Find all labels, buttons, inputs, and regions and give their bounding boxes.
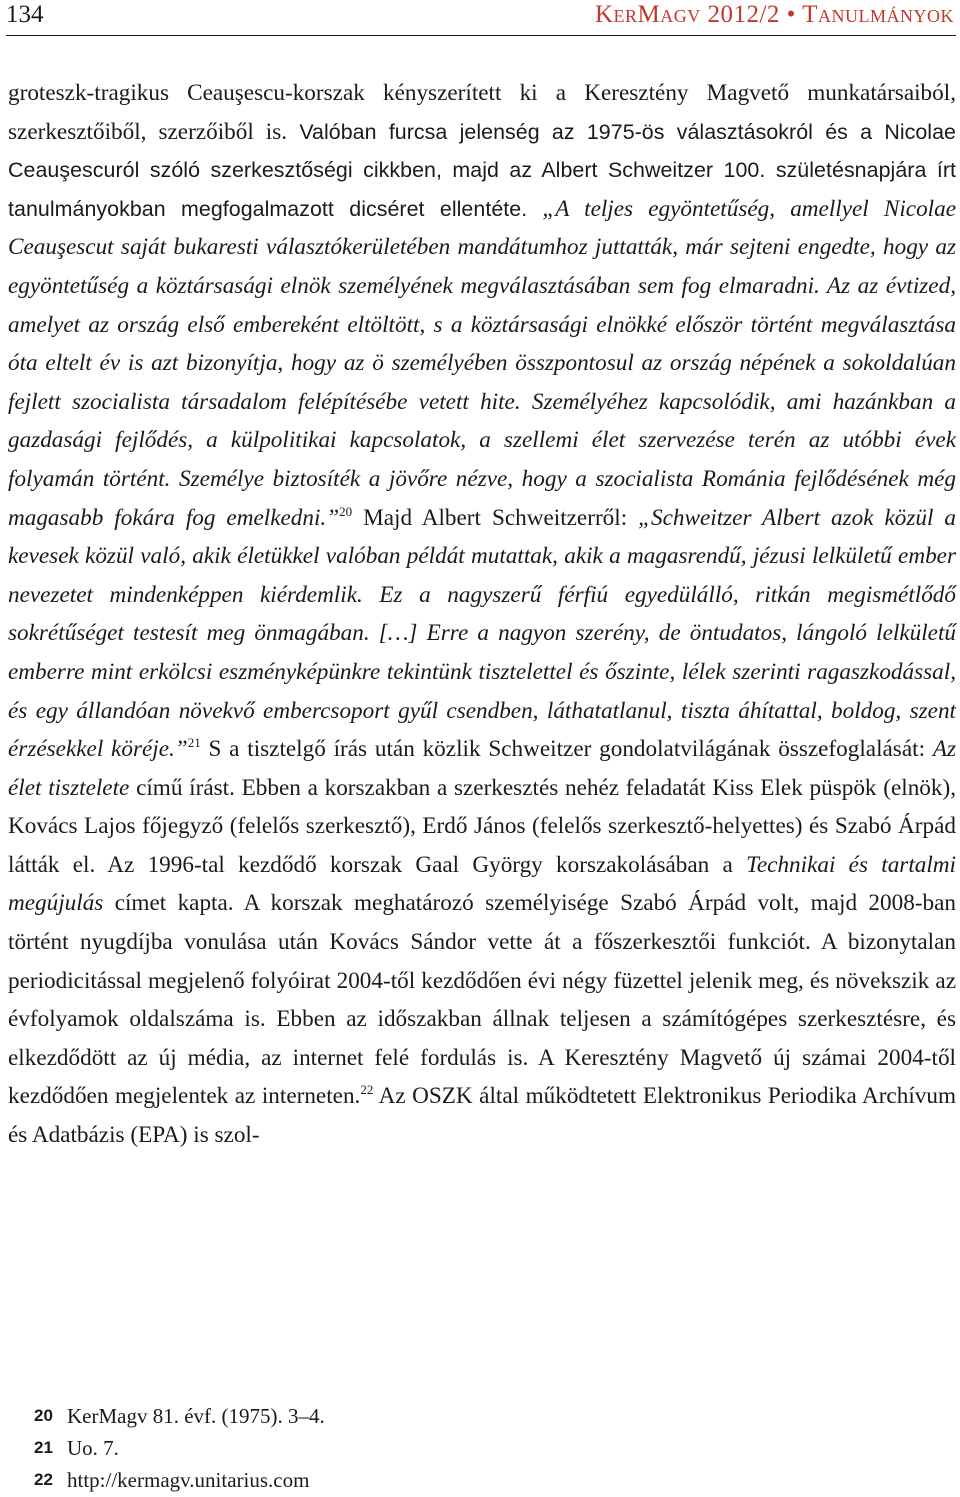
main-paragraph — [8, 74, 956, 1155]
footnote-ref-21: 21 — [187, 735, 201, 751]
body-text — [8, 74, 956, 1155]
work-title: Az élet tisztelete — [8, 736, 956, 801]
page-number: 134 — [6, 1, 44, 28]
footnote-number: 21 — [34, 1438, 53, 1457]
footnote — [34, 1400, 934, 1432]
footnote — [34, 1464, 934, 1496]
footnote-text: Uo. 7. — [67, 1436, 119, 1460]
text-segment: című írást. Ebben a korszakban a szerkesztés nehéz feladatát Kiss Elek püspök (elnök), Kovács Lajos főjegyző (felelős szerkesztő), Erdő János (felelős szerkesztő-helyettes) és Szabó Árpád látták el. Az 1996-tal kezdődő korszak Gaal György korszakolásában a — [8, 774, 957, 878]
quote-schweitzer: „Schweitzer Albert azok közül a kevesek közül való, akik életükkel valóban példát mutattak, akik a magasrendű, jézusi lelkületű ember nevezetet mindenképpen kiérdemlik. Ez a nagyszerű férfiú egyedülálló, ritkán megismétlődő sokrétűséget testesít meg önmagában. […] Erre a nagyon szerény, de öntudatos, lángoló lelkületű emberre mint erkölcsi eszményképünkre tekintünk tisztelettel és őszinte, lélek szerinti ragaszkodással, és egy állandóan növekvő embercsoport gyűl csendben, láthatatlanul, tiszta áhítattal, boldog, szent érzésekkel köréje.” — [8, 504, 956, 763]
footnote-link[interactable]: http://kermagv.unitarius.com — [67, 1468, 310, 1492]
running-header — [6, 0, 956, 34]
footnote-number: 22 — [34, 1470, 53, 1489]
sentence-intro: groteszk-tragikus Ceauşescu-korszak kényszerített ki a Keresztény Magvető munkatársaiból, szerkesztőiből, szerzőiből is. — [8, 80, 956, 145]
header-rule — [6, 35, 956, 36]
footnote-ref-22: 22 — [360, 1082, 374, 1098]
text-segment: Az OSZK által működtetett Elektronikus Periodika Archívum és Adatbázis (EPA) is szol- — [8, 1083, 956, 1149]
quote-ceausescu: „A teljes egyöntetűség, amellyel Nicolae Ceauşescut saját bukaresti választókerületében mandátumhoz juttatták, már sejteni engedte, hogy az egyöntetűség a köztársasági elnök személyének megválasztásában sem fog elmaradni. Az az évtized, amelyet az ország első embereként eltöltött, s a köztársasági elnökké először történt megválasztása óta eltelt év is azt bizonyítja, hogy az ö személyében összpontosul az ország népének a sokoldalúan fejlett szocialista társadalom felépítésébe vetett hite. Személyéhez kapcsolódik, ami hazánkban a gazdasági fejlődés, a külpolitikai kapcsolatok, a szellemi élet szervezése terén az utóbbi évek folyamán történt. Személye biztosíték a jövőre nézve, hogy a szocialista Románia fejlődésének még magasabb fokára fog emelkedni.” — [8, 195, 957, 531]
footnote-number: 20 — [34, 1406, 53, 1425]
sentence-sans: Valóban furcsa jelenség az 1975-ös választásokról és a Nicolae Ceauşescuról szóló szerkesztőségi cikkben, majd az Albert Schweitzer 100. születésnapjára írt tanulmányokban megfogalmazott dicséret ellentéte. — [8, 119, 957, 221]
text-segment: Majd Albert Schweitzerről: — [352, 504, 639, 531]
text-segment: címet kapta. A korszak meghatározó személyisége Szabó Árpád volt, majd 2008-ban történt nyugdíjba vonulása után Kovács Sándor vette át a főszerkesztői funkciót. A bizonytalan periodicitással megjelenő folyóirat 2004-től kezdődően évi négy füzettel jelenik meg, és növekszik az évfolyamok oldalszáma is. Ebben az időszakban állnak teljesen a számítógépes szerkesztésre, és elkezdődött az új média, az internet felé fordulás is. A Keresztény Magvető új számai 2004-től kezdődően megjelentek az interneten. — [8, 890, 956, 1110]
text-segment: S a tisztelgő írás után közlik Schweitzer gondolatvilágának összefoglalását: — [200, 736, 933, 763]
footnote-ref-20: 20 — [339, 503, 353, 519]
footnote-text: KerMagv 81. évf. (1975). 3–4. — [67, 1404, 325, 1428]
footnote — [34, 1432, 934, 1464]
period-title: Technikai és tartalmi megújulás — [8, 851, 956, 917]
footnotes — [34, 1400, 934, 1496]
running-title: KerMagv 2012/2 • Tanulmányok — [594, 1, 954, 28]
